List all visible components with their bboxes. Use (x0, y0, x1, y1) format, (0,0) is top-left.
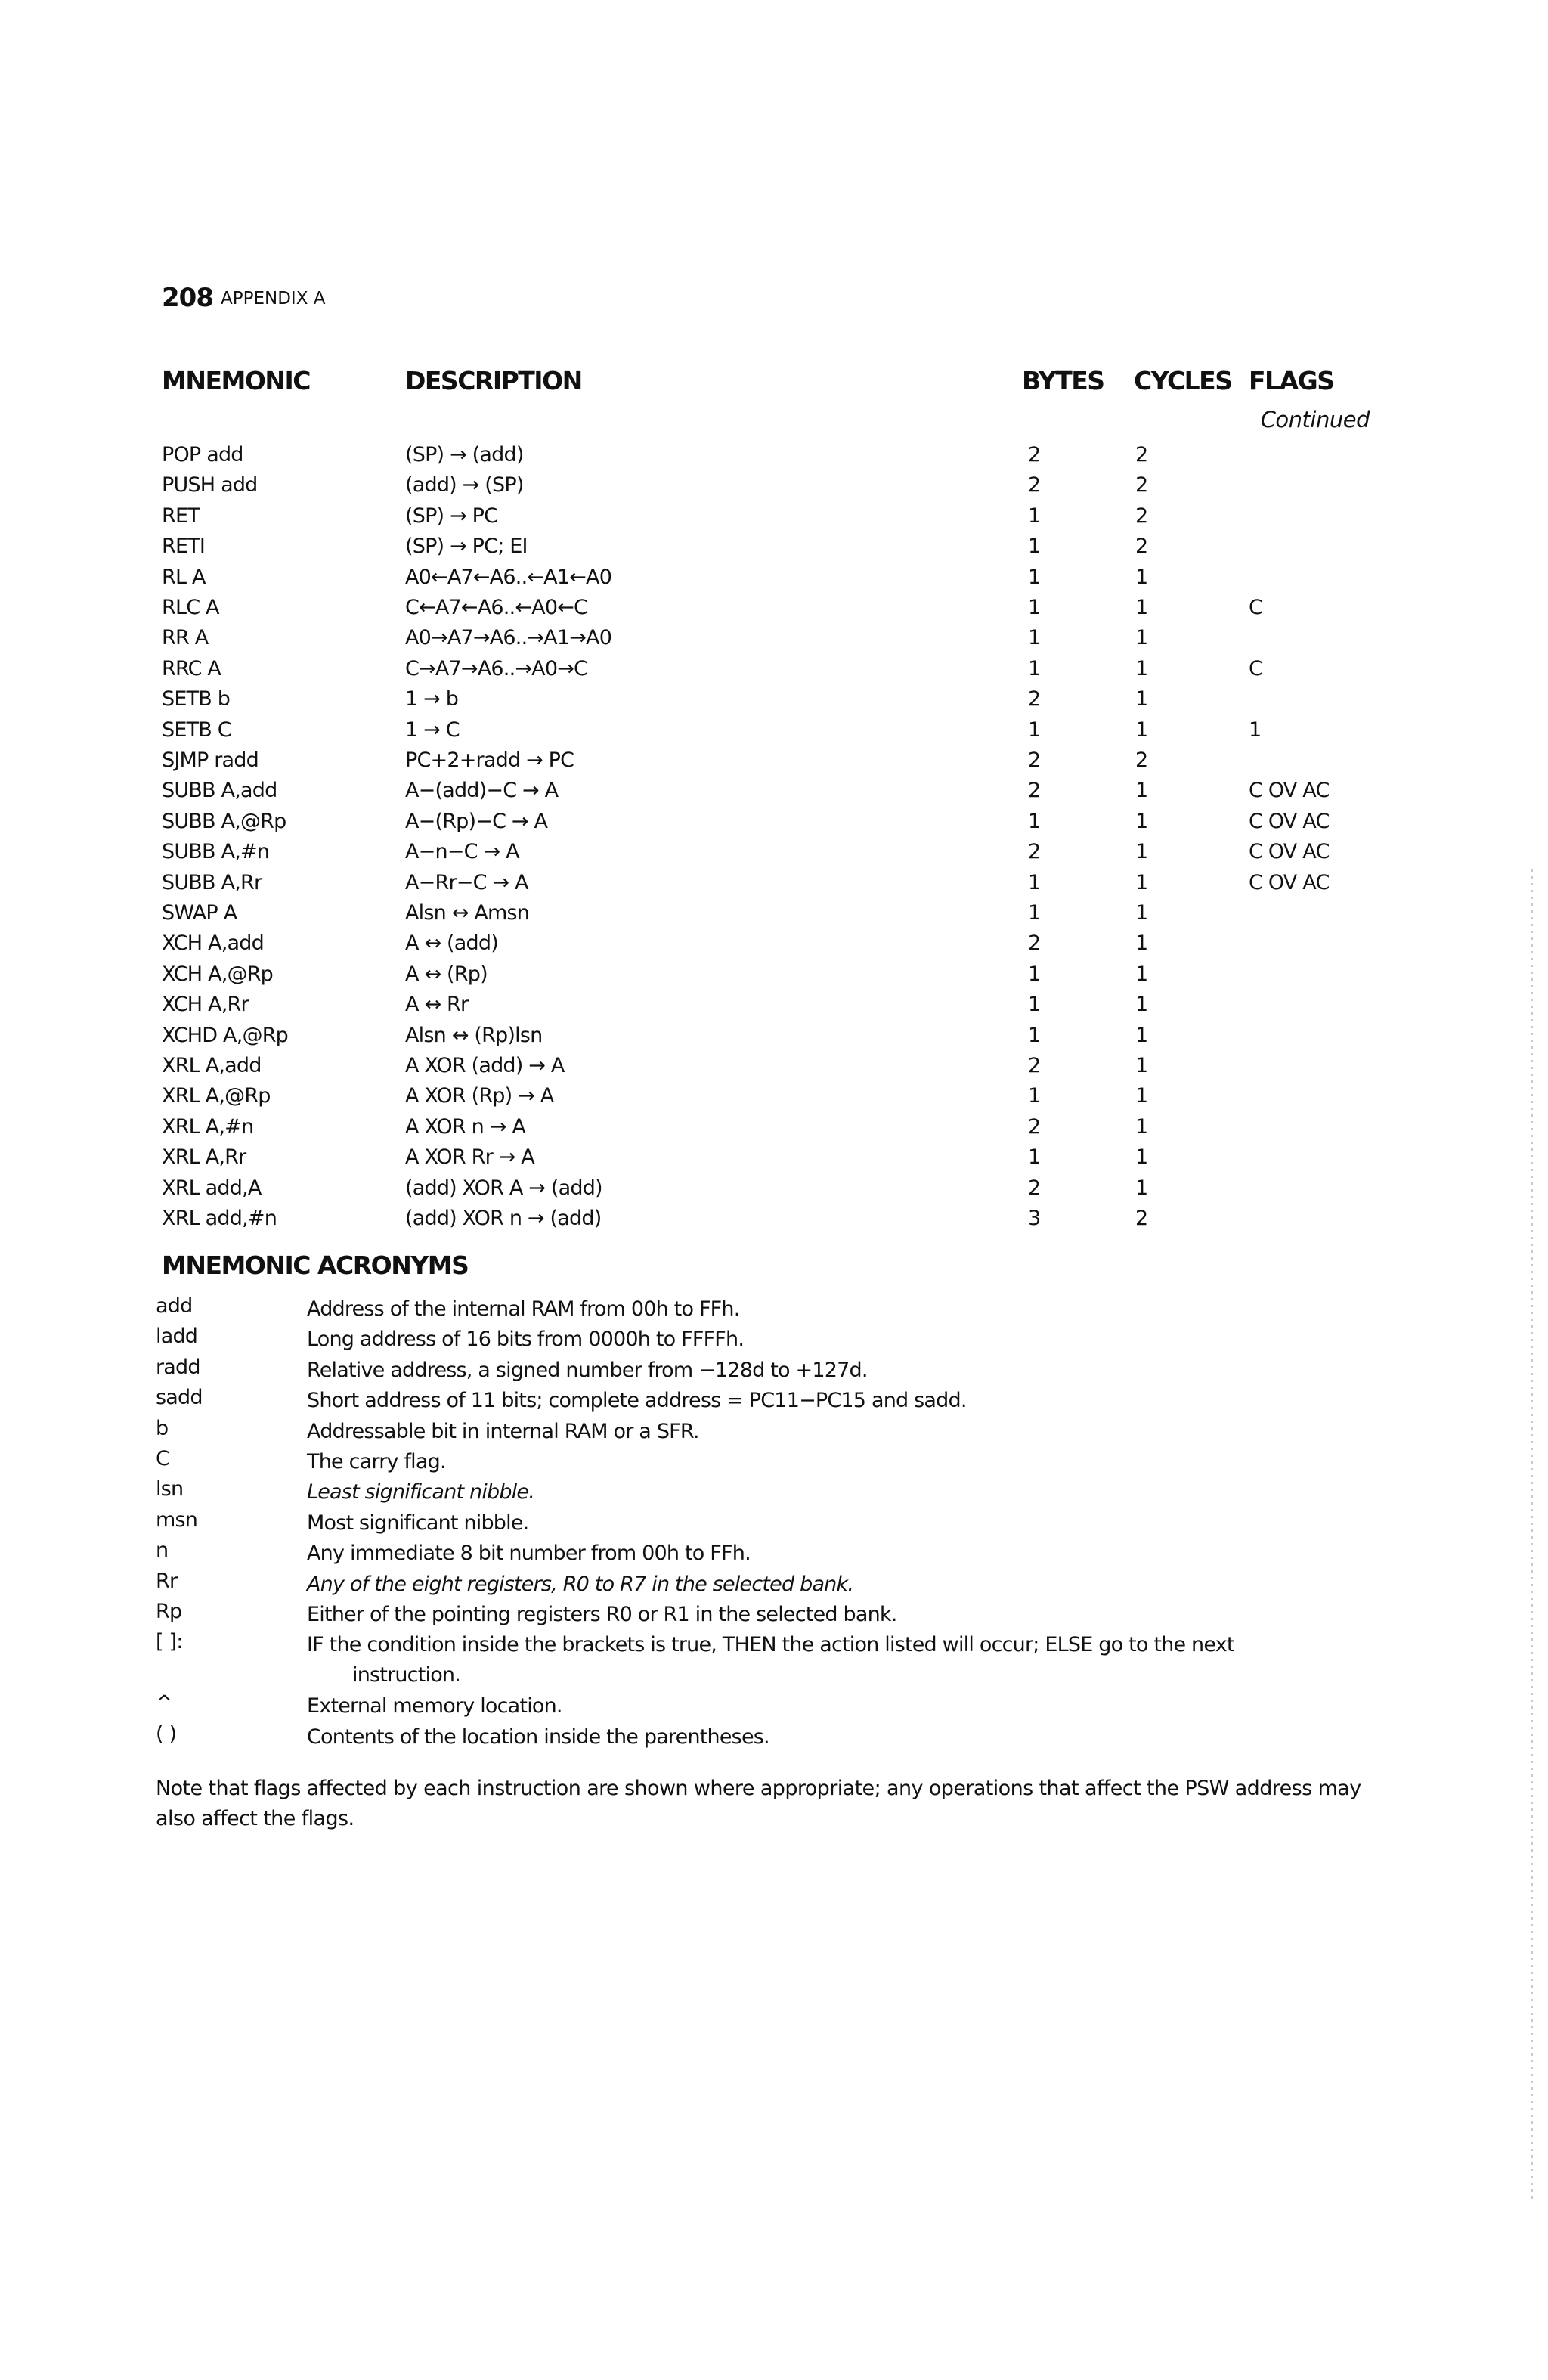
bytes-cell: 1 (1028, 1084, 1041, 1108)
bytes-cell: 1 (1028, 962, 1041, 986)
description-cell: (SP) → (add) (405, 443, 524, 466)
description-cell: Alsn ↔ Amsn (405, 901, 530, 925)
mnemonic-cell: RRC A (162, 656, 221, 680)
continued-label: Continued (1260, 407, 1370, 432)
acronym-term: ^ (156, 1691, 172, 1715)
bytes-cell: 1 (1028, 1023, 1041, 1047)
acronym-definition-text: Most significant nibble. (307, 1511, 529, 1535)
cycles-cell: 1 (1135, 596, 1148, 619)
bytes-cell: 3 (1028, 1207, 1041, 1230)
acronym-definition (307, 1691, 1365, 1721)
flags-cell: C OV AC (1249, 840, 1330, 864)
acronym-definition (307, 1600, 1365, 1630)
table-row (0, 871, 1548, 901)
mnemonic-cell: RET (162, 504, 200, 528)
table-row (0, 993, 1548, 1023)
table-row (0, 840, 1548, 870)
acronym-term: msn (156, 1508, 198, 1532)
acronym-definition (307, 1630, 1365, 1690)
table-row (0, 535, 1548, 565)
acronym-term: lsn (156, 1477, 184, 1501)
acronym-definition-continuation: instruction. (352, 1663, 461, 1687)
footnote: Note that flags affected by each instruction are shown where appropriate; any operations that affect the PSW address may also affect the flags. (156, 1777, 1361, 1830)
bytes-cell: 2 (1028, 443, 1041, 466)
table-row (0, 473, 1548, 504)
acronym-definition (307, 1356, 1365, 1386)
acronym-term: ( ) (156, 1721, 177, 1746)
acronym-definition-text: Either of the pointing registers R0 or R1 in the selected bank. (307, 1603, 897, 1626)
bytes-cell: 2 (1028, 1176, 1041, 1200)
cycles-cell: 2 (1135, 473, 1148, 497)
cycles-cell: 1 (1135, 717, 1148, 742)
acronym-term: [ ]: (156, 1630, 183, 1654)
acronym-definition (307, 1447, 1365, 1477)
description-cell: (add) → (SP) (405, 473, 524, 497)
table-row (0, 810, 1548, 840)
mnemonic-cell: XRL A,Rr (162, 1145, 246, 1170)
mnemonic-cell: RETI (162, 535, 206, 559)
table-row (0, 1145, 1548, 1176)
cycles-cell: 1 (1135, 687, 1148, 711)
bytes-cell: 1 (1028, 504, 1041, 528)
cycles-cell: 1 (1135, 1054, 1148, 1077)
mnemonic-cell: XCH A,@Rp (162, 962, 274, 986)
description-cell: (SP) → PC; EI (405, 535, 528, 559)
description-cell: A ↔ (Rp) (405, 962, 488, 986)
mnemonic-cell: XRL A,#n (162, 1114, 254, 1139)
cycles-cell: 1 (1135, 931, 1148, 956)
table-row (0, 657, 1548, 687)
table-row (0, 779, 1548, 809)
mnemonic-cell: RLC A (162, 596, 219, 619)
column-header-description: DESCRIPTION (405, 366, 582, 395)
acronym-definition (307, 1325, 1365, 1355)
mnemonic-cell: XRL add,#n (162, 1207, 277, 1230)
mnemonic-cell: SUBB A,@Rp (162, 809, 286, 833)
cycles-cell: 1 (1135, 779, 1148, 803)
column-header-flags: FLAGS (1249, 366, 1334, 395)
description-cell: A XOR n → A (405, 1114, 525, 1139)
acronyms-title: MNEMONIC ACRONYMS (162, 1250, 469, 1280)
mnemonic-cell: XRL add,A (162, 1176, 262, 1200)
acronym-definition-text: Least significant nibble. (307, 1480, 535, 1505)
cycles-cell: 1 (1135, 656, 1148, 680)
page-number: 208 (162, 283, 213, 313)
cycles-cell: 2 (1135, 748, 1148, 772)
scan-artifact-line (1531, 869, 1533, 2200)
bytes-cell: 2 (1028, 1054, 1041, 1077)
description-cell: A XOR (Rp) → A (405, 1084, 554, 1108)
description-cell: A−(add)−C → A (405, 779, 559, 803)
mnemonic-cell: XCHD A,@Rp (162, 1023, 289, 1047)
description-cell: Alsn ↔ (Rp)lsn (405, 1023, 543, 1047)
cycles-cell: 1 (1135, 1023, 1148, 1047)
mnemonic-cell: XCH A,add (162, 931, 264, 956)
description-cell: A ↔ (add) (405, 931, 498, 956)
cycles-cell: 1 (1135, 1176, 1148, 1200)
table-row (0, 1054, 1548, 1084)
flags-cell: C OV AC (1249, 809, 1330, 833)
cycles-cell: 1 (1135, 809, 1148, 833)
cycles-cell: 1 (1135, 1145, 1148, 1170)
running-head: APPENDIX A (221, 289, 326, 308)
mnemonic-cell: RR A (162, 626, 209, 650)
mnemonic-cell: POP add (162, 443, 243, 466)
acronym-term: radd (156, 1355, 200, 1379)
acronym-definition-text: Addressable bit in internal RAM or a SFR. (307, 1419, 699, 1443)
acronym-definition-text: Any immediate 8 bit number from 00h to FFh. (307, 1542, 751, 1566)
cycles-cell: 2 (1135, 1207, 1148, 1230)
cycles-cell: 1 (1135, 565, 1148, 589)
description-cell: A0←A7←A6..←A1←A0 (405, 565, 612, 589)
acronym-definition-text: IF the condition inside the brackets is true, THEN the action listed will occur; ELSE go to the next (307, 1633, 1234, 1657)
acronym-term: C (156, 1447, 170, 1470)
table-row (0, 962, 1548, 993)
acronym-definition (307, 1386, 1365, 1416)
cycles-cell: 1 (1135, 993, 1148, 1017)
acronym-definition-text: The carry flag. (307, 1450, 446, 1474)
table-row (0, 504, 1548, 535)
cycles-cell: 1 (1135, 626, 1148, 650)
cycles-cell: 1 (1135, 1084, 1148, 1108)
acronym-definition (307, 1477, 1365, 1508)
acronym-definition-text: Contents of the location inside the parentheses. (307, 1725, 769, 1749)
description-cell: A−(Rp)−C → A (405, 809, 548, 833)
table-row (0, 1024, 1548, 1054)
mnemonic-cell: SJMP radd (162, 748, 259, 772)
flags-cell: C OV AC (1249, 870, 1330, 894)
description-cell: A XOR Rr → A (405, 1145, 534, 1170)
description-cell: A ↔ Rr (405, 993, 469, 1017)
bytes-cell: 2 (1028, 687, 1041, 711)
acronym-definition (307, 1570, 1365, 1600)
acronym-definition (307, 1294, 1365, 1325)
mnemonic-cell: SUBB A,Rr (162, 870, 262, 894)
mnemonic-cell: PUSH add (162, 473, 258, 497)
flags-cell: 1 (1249, 717, 1262, 742)
cycles-cell: 1 (1135, 1114, 1148, 1139)
cycles-cell: 1 (1135, 962, 1148, 986)
description-cell: (SP) → PC (405, 504, 498, 528)
acronym-definition-text: Short address of 11 bits; complete address = PC11−PC15 and sadd. (307, 1389, 967, 1413)
acronym-definition-text: External memory location. (307, 1694, 562, 1718)
acronym-definition (307, 1417, 1365, 1447)
flags-cell: C OV AC (1249, 779, 1330, 803)
mnemonic-cell: RL A (162, 565, 206, 589)
cycles-cell: 1 (1135, 870, 1148, 894)
mnemonic-cell: SETB b (162, 687, 231, 711)
table-row (0, 1115, 1548, 1145)
table-row (0, 566, 1548, 596)
mnemonic-cell: SETB C (162, 717, 231, 742)
bytes-cell: 2 (1028, 779, 1041, 803)
bytes-cell: 1 (1028, 596, 1041, 619)
description-cell: C→A7→A6..→A0→C (405, 656, 588, 680)
mnemonic-cell: XCH A,Rr (162, 993, 249, 1017)
acronym-term: b (156, 1416, 169, 1440)
description-cell: A−n−C → A (405, 840, 519, 864)
table-row (0, 1176, 1548, 1207)
acronym-term: sadd (156, 1386, 203, 1410)
mnemonic-cell: XRL A,add (162, 1054, 262, 1077)
table-row (0, 1207, 1548, 1237)
table-row (0, 901, 1548, 931)
acronym-definition-text: Long address of 16 bits from 0000h to FFFFh. (307, 1328, 745, 1352)
bytes-cell: 2 (1028, 931, 1041, 956)
acronym-term: ladd (156, 1325, 198, 1349)
bytes-cell: 1 (1028, 870, 1041, 894)
bytes-cell: 1 (1028, 535, 1041, 559)
bytes-cell: 1 (1028, 565, 1041, 589)
bytes-cell: 2 (1028, 748, 1041, 772)
table-row (0, 1084, 1548, 1114)
description-cell: C←A7←A6..←A0←C (405, 596, 588, 619)
description-cell: PC+2+radd → PC (405, 748, 574, 772)
bytes-cell: 1 (1028, 717, 1041, 742)
mnemonic-cell: SUBB A,#n (162, 840, 270, 864)
description-cell: (add) XOR n → (add) (405, 1207, 602, 1230)
acronym-definition-text: Any of the eight registers, R0 to R7 in the selected bank. (307, 1572, 854, 1596)
table-row (0, 718, 1548, 748)
bytes-cell: 1 (1028, 626, 1041, 650)
description-cell: 1 → C (405, 717, 460, 742)
cycles-cell: 1 (1135, 840, 1148, 864)
bytes-cell: 2 (1028, 1114, 1041, 1139)
acronym-definition (307, 1539, 1365, 1569)
flags-cell: C (1249, 656, 1263, 680)
column-header-bytes: BYTES (1022, 366, 1104, 395)
cycles-cell: 1 (1135, 901, 1148, 925)
acronym-term: Rr (156, 1569, 178, 1593)
acronym-term: n (156, 1539, 169, 1563)
acronym-definition (307, 1508, 1365, 1539)
bytes-cell: 2 (1028, 840, 1041, 864)
cycles-cell: 2 (1135, 504, 1148, 528)
description-cell: (add) XOR A → (add) (405, 1176, 602, 1200)
cycles-cell: 2 (1135, 443, 1148, 466)
acronym-definition-text: Relative address, a signed number from −128d to +127d. (307, 1358, 868, 1382)
bytes-cell: 2 (1028, 473, 1041, 497)
description-cell: A XOR (add) → A (405, 1054, 565, 1077)
table-row (0, 748, 1548, 779)
mnemonic-cell: XRL A,@Rp (162, 1084, 271, 1108)
table-row (0, 687, 1548, 717)
mnemonic-cell: SUBB A,add (162, 779, 277, 803)
bytes-cell: 1 (1028, 1145, 1041, 1170)
mnemonic-cell: SWAP A (162, 901, 237, 925)
cycles-cell: 2 (1135, 535, 1148, 559)
acronym-definition (307, 1722, 1365, 1752)
bytes-cell: 1 (1028, 809, 1041, 833)
bytes-cell: 1 (1028, 656, 1041, 680)
table-row (0, 443, 1548, 473)
acronym-term: Rp (156, 1600, 182, 1623)
table-row (0, 931, 1548, 962)
description-cell: A−Rr−C → A (405, 870, 528, 894)
bytes-cell: 1 (1028, 901, 1041, 925)
column-header-mnemonic: MNEMONIC (162, 366, 311, 395)
acronym-definition-text: Address of the internal RAM from 00h to FFh. (307, 1297, 740, 1321)
table-row (0, 596, 1548, 626)
acronym-term: add (156, 1294, 193, 1318)
description-cell: 1 → b (405, 687, 459, 711)
description-cell: A0→A7→A6..→A1→A0 (405, 626, 612, 650)
table-row (0, 626, 1548, 656)
flags-cell: C (1249, 596, 1263, 619)
column-header-cycles: CYCLES (1134, 366, 1232, 395)
bytes-cell: 1 (1028, 993, 1041, 1017)
